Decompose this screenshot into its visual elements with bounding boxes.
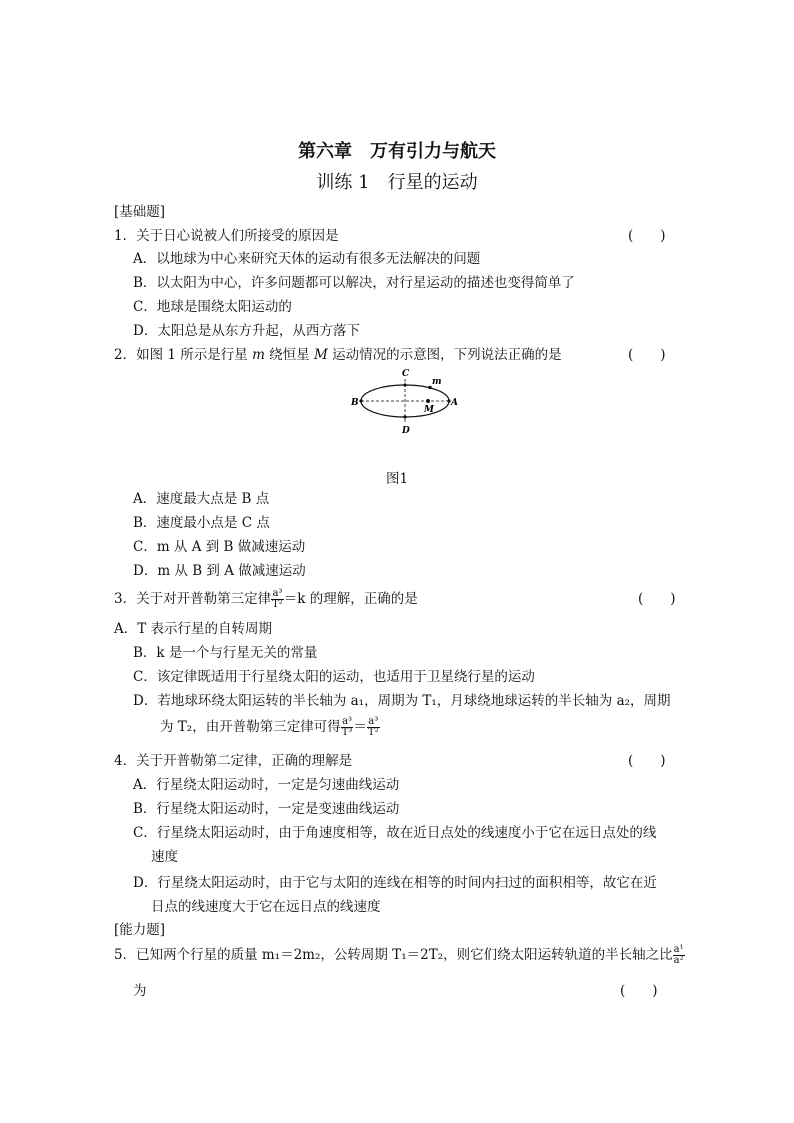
question-1-stem: 1．关于日心说被人们所接受的原因是 (114, 228, 339, 244)
question-4-option-d-line1: D．行星绕太阳运动时，由于它与太阳的连线在相等的时间内扫过的面积相等，故它在近 (133, 875, 657, 891)
question-1-option-b: B．以太阳为中心，许多问题都可以解决，对行星运动的描述也变得简单了 (133, 275, 575, 291)
label-a: A (451, 398, 458, 408)
question-3-option-d-line2: 为 T₂，由开普勒第三定律可得 $\frac{\text{a³}}{\text{T³}}$ ＝ $\frac{\text{a³}}{\text{T²}}$ (160, 716, 379, 738)
question-3-option-b: B．k 是一个与行星无关的常量 (133, 645, 318, 661)
lesson-title: 训练 1 行星的运动 (316, 172, 478, 193)
question-3-stem: 3．关于对开普勒第三定律 $\frac{\text{a³}}{\text{T²}}$ ＝k 的理解，正确的是 (114, 588, 418, 610)
question-2-option-b: B．速度最小点是 C 点 (133, 515, 270, 531)
question-1-option-a: A．以地球为中心来研究天体的运动有很多无法解决的问题 (133, 251, 481, 267)
question-4-option-c-line1: C．行星绕太阳运动时，由于角速度相等，故在近日点处的线速度小于它在远日点处的线 (133, 825, 657, 841)
figure-caption: 图1 (385, 471, 409, 487)
question-5-line2: 为 (133, 983, 147, 999)
question-2-stem: 2．如图 1 所示是行星 m 绕恒星 M 运动情况的示意图，下列说法正确的是 (114, 347, 562, 363)
question-4-option-d-line2: 日点的线速度大于它在远日点的线速度 (151, 899, 381, 915)
question-1-option-d: D．太阳总是从东方升起，从西方落下 (133, 323, 360, 339)
label-b: B (351, 398, 359, 408)
question-2-option-d: D．m 从 B 到 A 做减速运动 (133, 563, 306, 579)
question-2-option-c: C．m 从 A 到 B 做减速运动 (133, 539, 306, 555)
answer-paren: ( ) (628, 347, 666, 363)
question-4-option-c-line2: 速度 (151, 849, 178, 865)
answer-paren: ( ) (628, 753, 666, 769)
point-c-marker (403, 383, 406, 386)
question-4-option-a: A．行星绕太阳运动时，一定是匀速曲线运动 (133, 777, 400, 793)
fraction-1: $\frac{\text{a³}}{\text{T³}}$ (341, 716, 353, 738)
star-m-big (426, 399, 430, 403)
orbit-diagram (350, 365, 460, 437)
label-m-small: m (432, 377, 442, 387)
axis-ratio-fraction: $\frac{\text{a¹}}{\text{a²}}$ (673, 944, 684, 966)
question-2-option-a: A．速度最大点是 B 点 (133, 491, 270, 507)
question-3-option-c: C．该定律既适用于行星绕太阳的运动，也适用于卫星绕行星的运动 (133, 669, 535, 685)
question-5-stem: 5．已知两个行星的质量 m₁＝2m₂，公转周期 T₁＝2T₂，则它们绕太阳运转轨道的半长轴之比 $\frac{\text{a¹}}{\text{a²}}$ (114, 944, 684, 966)
question-3-option-d-line1: D．若地球环绕太阳运转的半长轴为 a₁，周期为 T₁，月球绕地球运转的半长轴为 a₂，周期 (133, 693, 671, 709)
label-d: D (402, 426, 410, 436)
label-c: C (402, 369, 410, 379)
fraction-2: $\frac{\text{a³}}{\text{T²}}$ (367, 716, 379, 738)
question-3-option-a: A．T 表示行星的自转周期 (114, 621, 273, 637)
answer-paren: ( ) (638, 591, 676, 607)
section-basic: [基础题] (114, 204, 166, 220)
answer-paren: ( ) (628, 228, 666, 244)
point-b-marker (359, 399, 362, 402)
question-4-stem: 4．关于开普勒第二定律，正确的理解是 (114, 753, 353, 769)
point-d-marker (403, 415, 406, 418)
label-m-big: M (424, 405, 434, 415)
question-4-option-b: B．行星绕太阳运动时，一定是变速曲线运动 (133, 801, 400, 817)
answer-paren: ( ) (620, 983, 658, 999)
section-ability: [能力题] (114, 922, 166, 938)
kepler-fraction: $\frac{\text{a³}}{\text{T²}}$ (272, 588, 283, 610)
chapter-title: 第六章 万有引力与航天 (298, 141, 496, 162)
question-1-option-c: C．地球是围绕太阳运动的 (133, 299, 292, 315)
